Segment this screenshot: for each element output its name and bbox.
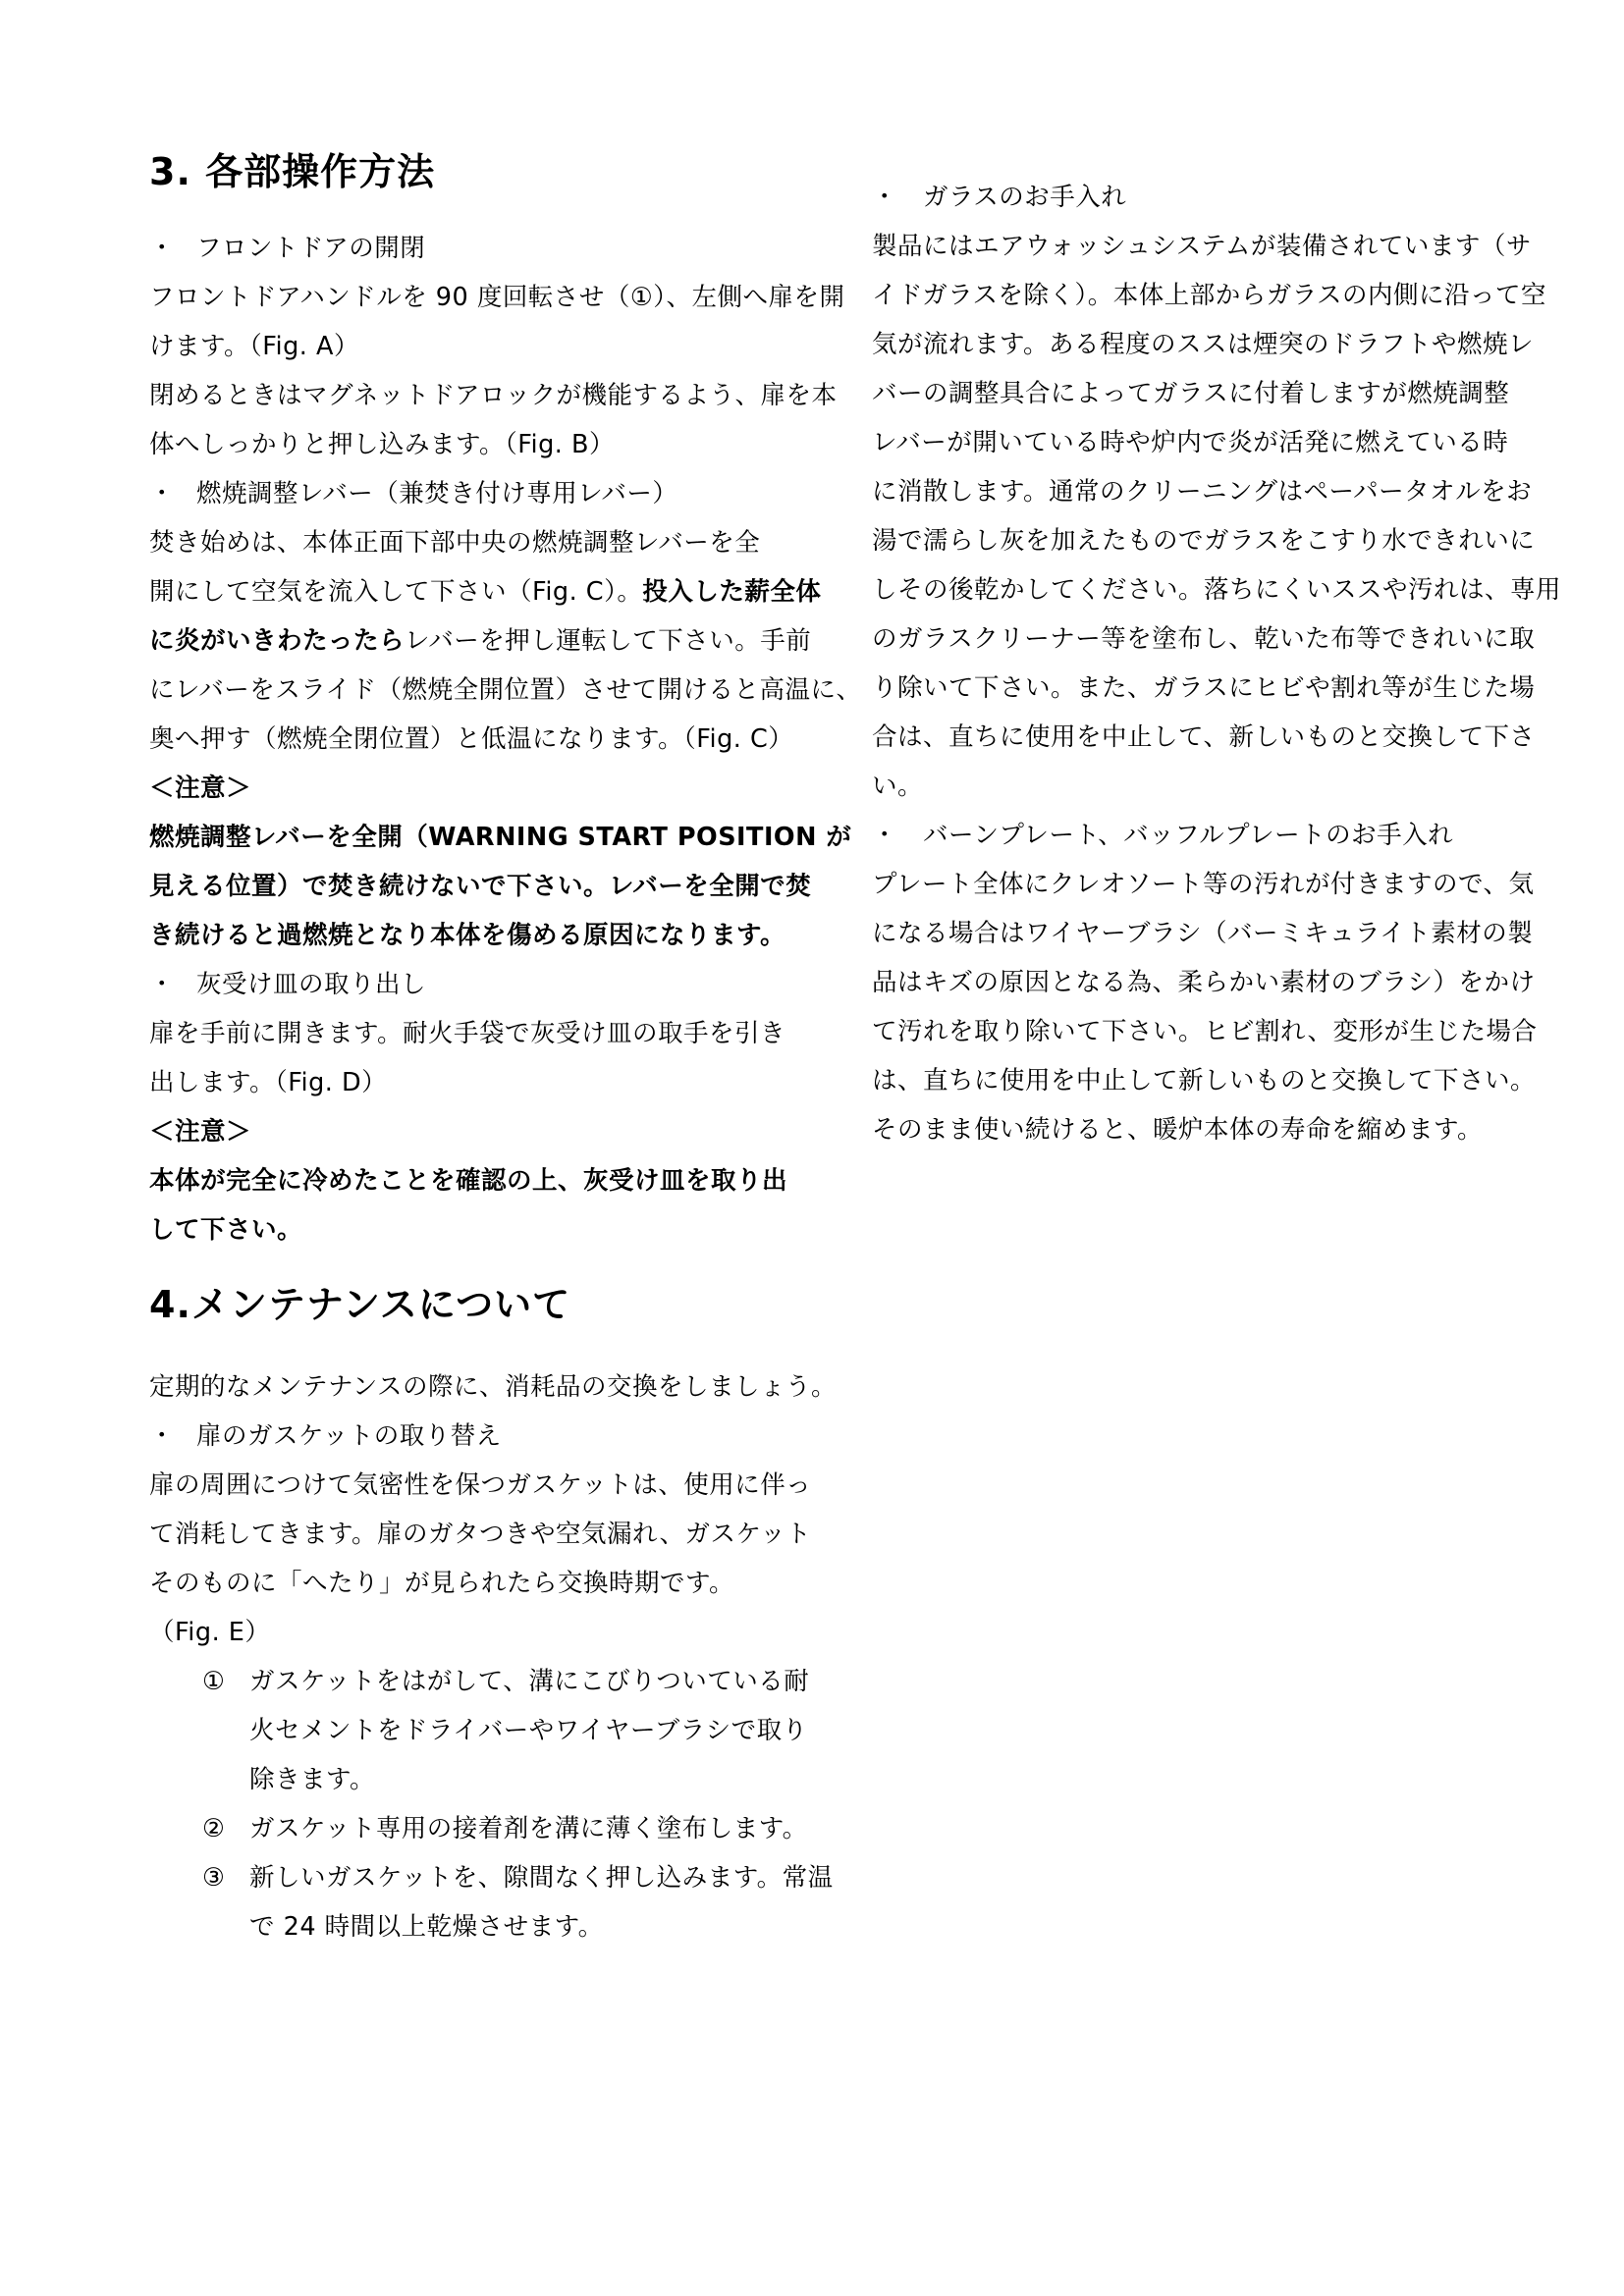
text-line: り除いて下さい。また、ガラスにヒビや割れ等が生じた場 [872, 673, 1536, 703]
step-line: 火セメントをドライバーやワイヤーブラシで取り [249, 1716, 808, 1745]
text-line: 定期的なメンテナンスの際に、消耗品の交換をしましょう。 [149, 1372, 837, 1402]
text-line: 扉を手前に開きます。耐火手袋で灰受け皿の取手を引き [149, 1019, 785, 1048]
caution-line: 本体が完全に冷めたことを確認の上、灰受け皿を取り出 [149, 1166, 788, 1196]
bullet-dot: ・ [149, 479, 176, 508]
bullet-dot: ・ [149, 1421, 176, 1451]
text-line: レバーが開いている時や炉内で炎が活発に燃えている時 [872, 428, 1509, 457]
bullet-dot: ・ [872, 821, 898, 850]
text-run: 開にして空気を流入して下さい（Fig. C）。 [149, 577, 643, 607]
text-line: フロントドアハンドルを 90 度回転させ（①）、左側へ扉を開 [149, 283, 845, 312]
step-line: ガスケットをはがして、溝にこびりついている耐 [249, 1667, 810, 1696]
numbered-step [149, 1804, 837, 1853]
bold-run: に炎がいきわたったら [149, 626, 406, 656]
text-line: になる場合はワイヤーブラシ（バーミキュライト素材の製 [872, 919, 1534, 948]
text-line: プレート全体にクレオソート等の汚れが付きますので、気 [872, 870, 1535, 899]
caution-line: き続けると過燃焼となり本体を傷める原因になります。 [149, 921, 785, 950]
bullet-label: 扉のガスケットの取り替え [196, 1421, 502, 1451]
text-line [149, 616, 861, 666]
text-line: のガラスクリーナー等を塗布し、乾いた布等できれいに取 [872, 624, 1536, 654]
maintenance-section [149, 1362, 837, 1951]
text-line: 品はキズの原因となる為、柔らかい素材のブラシ）をかけ [872, 968, 1536, 997]
text-line: 湯で濡らし灰を加えたものでガラスをこすり水できれいに [872, 526, 1536, 556]
bullet-ash-pan [149, 960, 861, 1009]
text-line: 体へしっかりと押し込みます。（Fig. B） [149, 430, 615, 459]
text-line [149, 567, 861, 616]
text-line: そのものに「へたり」が見られたら交換時期です。 [149, 1569, 734, 1598]
text-line: 出します。（Fig. D） [149, 1068, 388, 1097]
text-line: バーの調整具合によってガラスに付着しますが燃焼調整 [872, 379, 1510, 408]
bullet-gasket [149, 1412, 837, 1461]
bullet-label: ガラスのお手入れ [923, 183, 1127, 212]
caution-line: して下さい。 [149, 1215, 303, 1245]
numbered-step [149, 1657, 837, 1804]
text-line: けます。（Fig. A） [149, 332, 359, 361]
step-number: ② [202, 1814, 226, 1843]
bullet-label: フロントドアの開閉 [196, 234, 426, 263]
text-line: 奥へ押す（燃焼全閉位置）と低温になります。（Fig. C） [149, 724, 794, 754]
bullet-front-door [149, 224, 861, 273]
text-run: レバーを押し運転して下さい。手前 [405, 626, 812, 656]
text-line: 製品にはエアウォッシュシステムが装備されています（サ [872, 232, 1532, 261]
text-line: 閉めるときはマグネットドアロックが機能するよう、扉を本 [149, 381, 838, 410]
section-4-heading: 4.メンテナンスについて [149, 1283, 571, 1326]
step-line: ガスケット専用の接着剤を溝に薄く塗布します。 [249, 1814, 808, 1843]
bullet-lever [149, 469, 861, 518]
bullet-label: 灰受け皿の取り出し [196, 970, 427, 999]
text-line: にレバーをスライド（燃焼全開位置）させて開けると高温に、 [149, 675, 862, 705]
section-3-heading: 3. 各部操作方法 [149, 150, 436, 193]
bullet-plates [872, 811, 1561, 860]
door-section [149, 224, 861, 1255]
bullet-dot: ・ [149, 970, 176, 999]
caution-title: ＜注意＞ [149, 1117, 252, 1147]
text-line: い。 [872, 772, 924, 801]
step-number: ③ [202, 1863, 226, 1893]
text-line: イドガラスを除く）。本体上部からガラスの内側に沿って空 [872, 281, 1546, 310]
bullet-dot: ・ [149, 234, 176, 263]
text-line: （Fig. E） [149, 1618, 271, 1647]
text-line: 気が流れます。ある程度のススは煙突のドラフトや燃焼レ [872, 330, 1534, 359]
step-line: 新しいガスケットを、隙間なく押し込みます。常温 [249, 1863, 834, 1893]
step-line: 除きます。 [249, 1765, 375, 1794]
text-line: て消耗してきます。扉のガタつきや空気漏れ、ガスケット [149, 1520, 812, 1549]
text-line: に消散します。通常のクリーニングはペーパータオルをお [872, 477, 1533, 507]
bullet-glass [872, 173, 1561, 222]
text-line: て汚れを取り除いて下さい。ヒビ割れ、変形が生じた場合 [872, 1017, 1538, 1046]
text-line: 扉の周囲につけて気密性を保つガスケットは、使用に伴っ [149, 1470, 812, 1500]
text-line: そのまま使い続けると、暖炉本体の寿命を縮めます。 [872, 1115, 1483, 1145]
bullet-dot: ・ [872, 183, 898, 212]
step-number: ① [202, 1667, 226, 1696]
caution-line: 見える位置）で焚き続けないで下さい。レバーを全開で焚 [149, 872, 812, 901]
step-line: で 24 時間以上乾燥させます。 [249, 1912, 604, 1942]
bold-run: 投入した薪全体 [642, 577, 822, 607]
text-line: 合は、直ちに使用を中止して、新しいものと交換して下さ [872, 722, 1536, 752]
text-line: は、直ちに使用を中止して新しいものと交換して下さい。 [872, 1066, 1537, 1095]
caution-title: ＜注意＞ [149, 774, 252, 803]
caution-line: 燃焼調整レバーを全開（WARNING START POSITION が [149, 823, 852, 852]
glass-section [872, 173, 1561, 1154]
bullet-label: 燃焼調整レバー（兼焚き付け専用レバー） [196, 479, 678, 508]
bullet-label: バーンプレート、バッフルプレートのお手入れ [923, 821, 1454, 850]
text-line: しその後乾かしてください。落ちにくいススや汚れは、専用 [872, 575, 1562, 605]
text-line: 焚き始めは、本体正面下部中央の燃焼調整レバーを全 [149, 528, 761, 558]
numbered-step [149, 1853, 837, 1951]
